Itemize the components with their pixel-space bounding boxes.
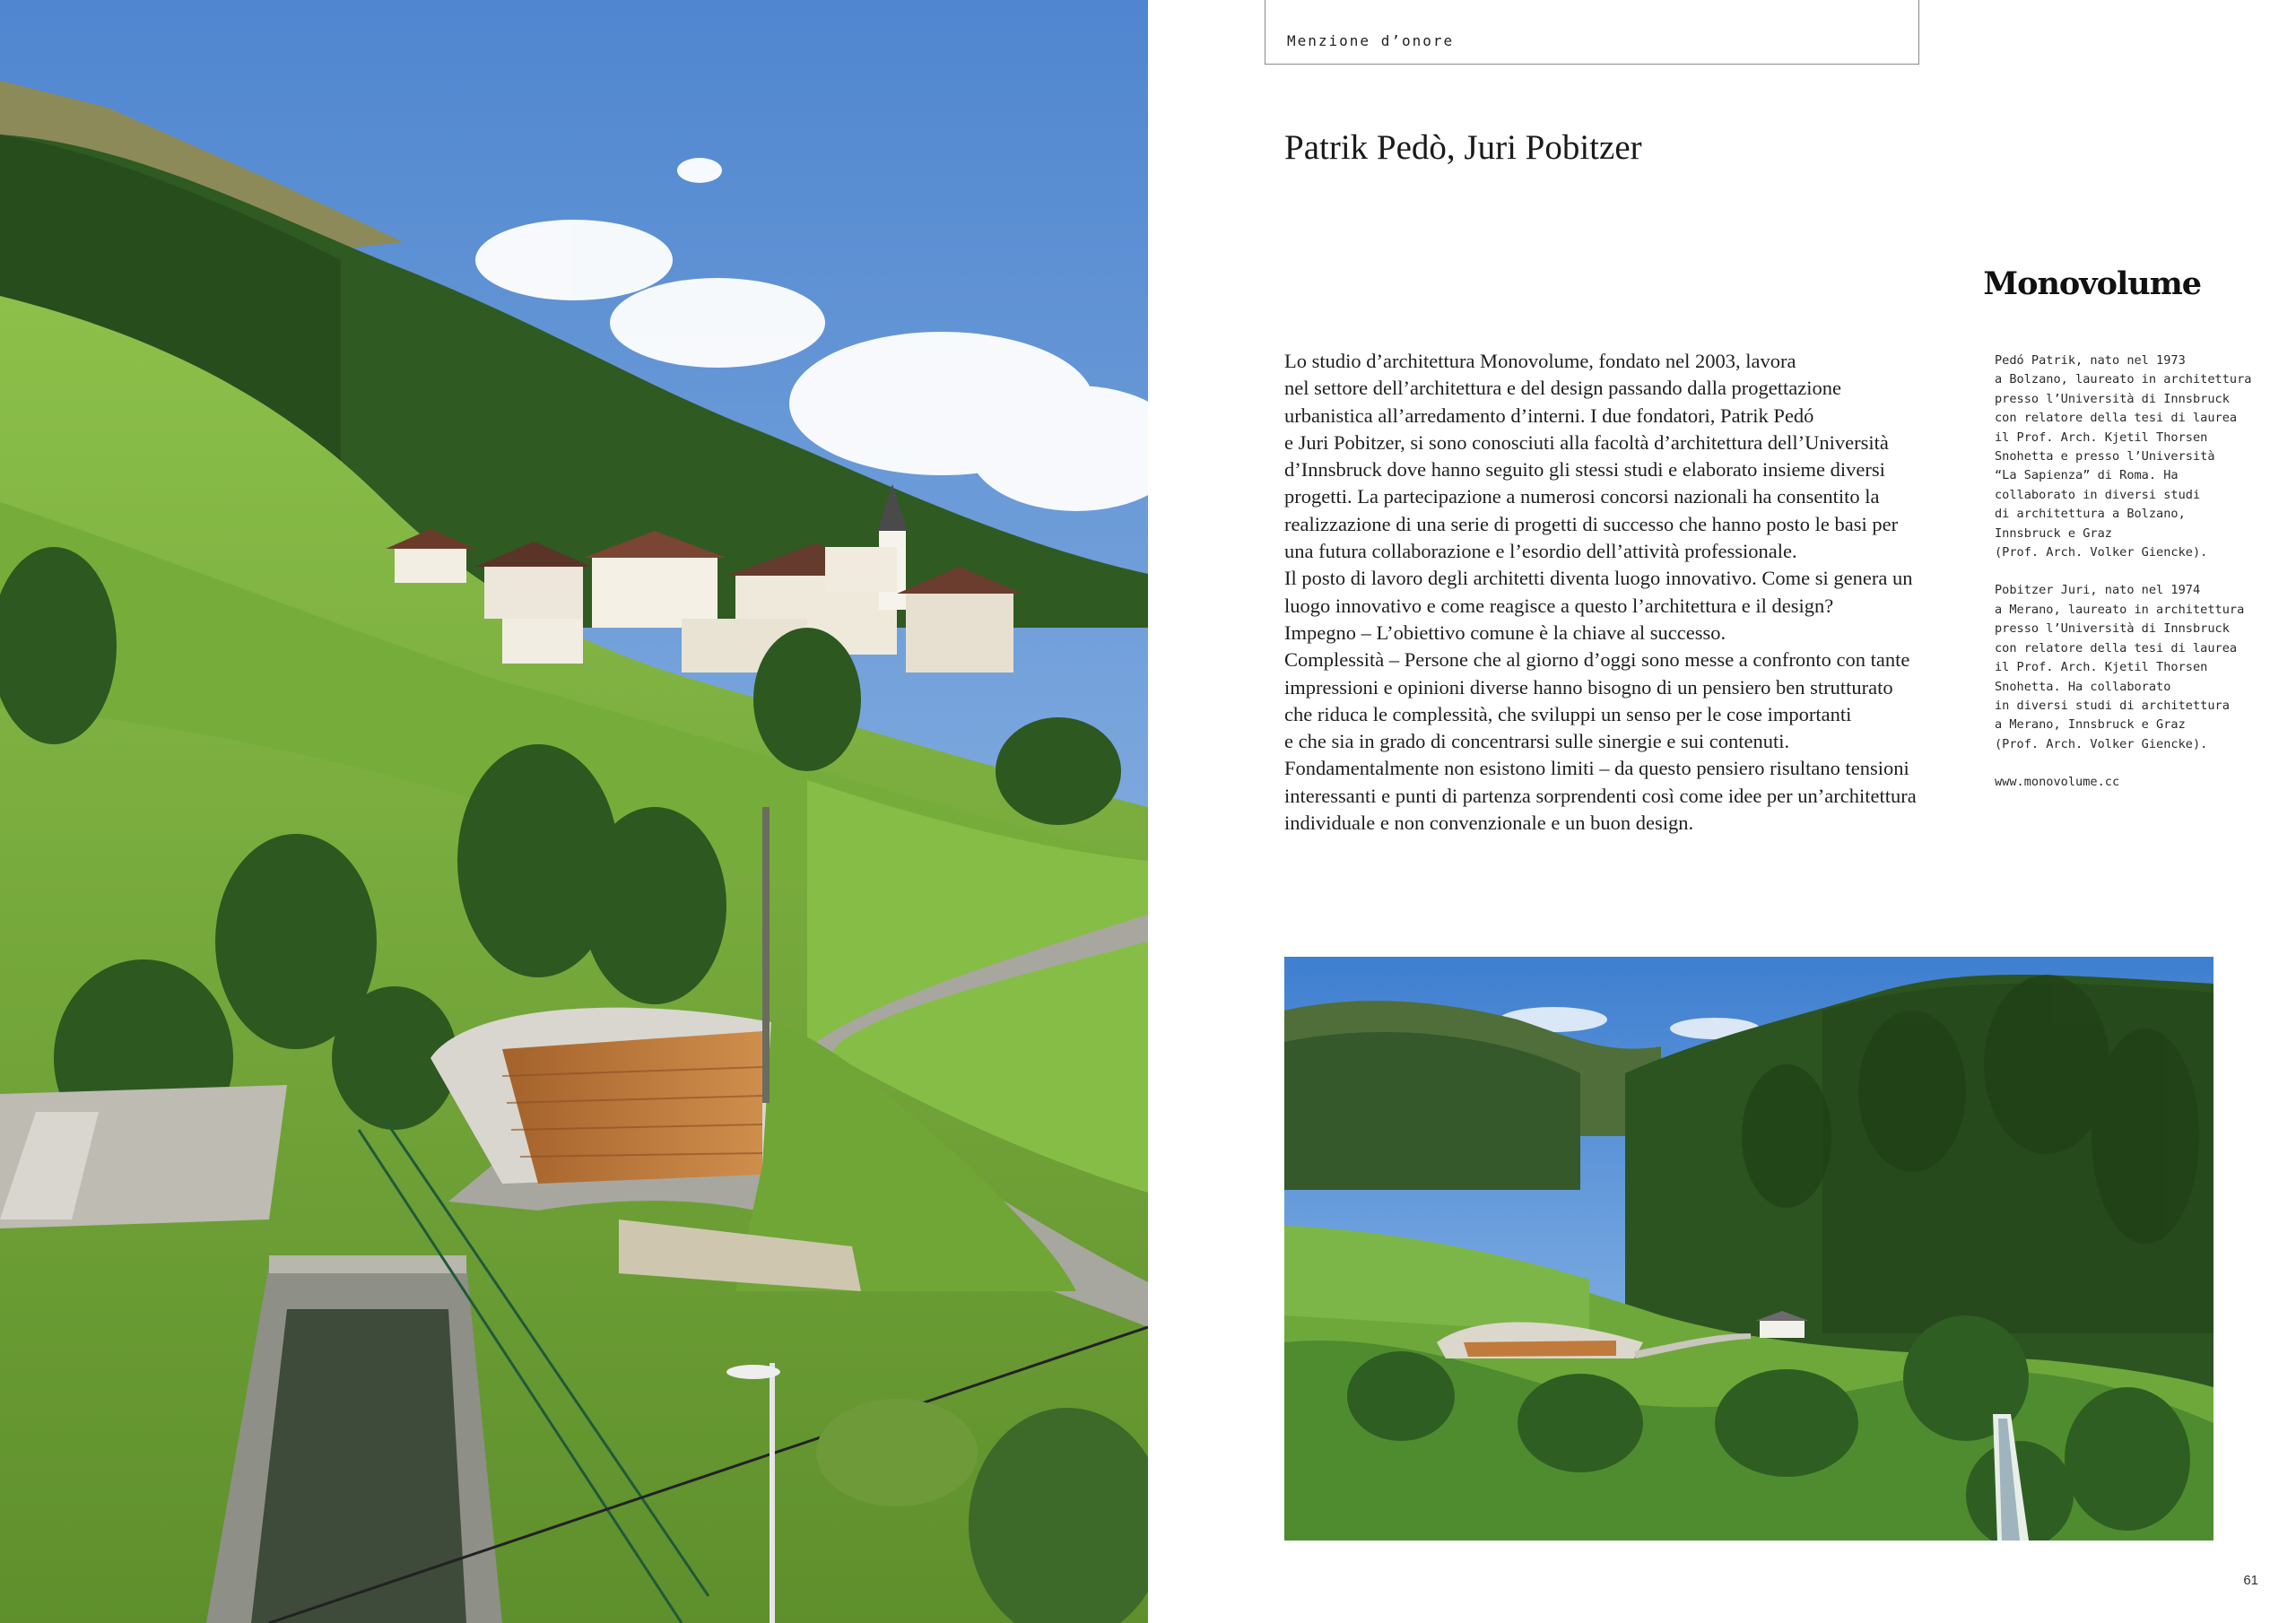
section-label: Menzione d’onore bbox=[1287, 32, 1455, 49]
body-line: Il posto di lavoro degli architetti diventa luogo innovativo. Come si genera un bbox=[1284, 567, 1913, 590]
bio-line: (Prof. Arch. Volker Giencke). bbox=[1995, 545, 2208, 560]
body-line: Fondamentalmente non esistono limiti – da questo pensiero risultano tensioni bbox=[1284, 757, 1909, 780]
bio-line: Pedó Patrik, nato nel 1973 bbox=[1995, 353, 2186, 368]
body-line: realizzazione di una serie di progetti di successo che hanno posto le basi per bbox=[1284, 512, 1899, 535]
bio-line: con relatore della tesi di laurea bbox=[1995, 411, 2238, 426]
bio-line: Innsbruck e Graz bbox=[1995, 525, 2112, 541]
bio-line: il Prof. Arch. Kjetil Thorsen bbox=[1995, 660, 2208, 675]
bio-line: Snohetta. Ha collaborato bbox=[1995, 679, 2171, 694]
architect-bios bbox=[1995, 352, 2252, 793]
body-line: una futura collaborazione e l’esordio dell’attività professionale. bbox=[1284, 540, 1797, 563]
bio-line: Pobitzer Juri, nato nel 1974 bbox=[1995, 583, 2201, 598]
bio-line: il Prof. Arch. Kjetil Thorsen bbox=[1995, 430, 2208, 445]
bio-line: di architettura a Bolzano, bbox=[1995, 507, 2186, 522]
bio-line: in diversi studi di architettura bbox=[1995, 698, 2230, 713]
body-line: d’Innsbruck dove hanno seguito gli stessi studi e elaborato insieme diversi bbox=[1284, 458, 1885, 482]
studio-name: Monovolume bbox=[1983, 265, 2201, 302]
bio-spacer bbox=[1995, 562, 2228, 581]
article-body bbox=[1284, 348, 1952, 837]
body-line: impressioni e opinioni diverse hanno bisogno di un pensiero ben strutturato bbox=[1284, 675, 1893, 699]
bio-line: a Merano, laureato in architettura bbox=[1995, 602, 2245, 617]
bio-line: collaborato in diversi studi bbox=[1995, 487, 2201, 502]
photo-valley-power-station bbox=[1284, 957, 2213, 1541]
bio-line: presso l’Università di Innsbruck bbox=[1995, 621, 2230, 637]
body-line: interessanti e punti di partenza sorprendenti così come idee per un’architettura bbox=[1284, 784, 1917, 807]
body-line: urbanistica all’arredamento d’interni. I due fondatori, Patrik Pedó bbox=[1284, 404, 1814, 427]
bio-line: a Bolzano, laureato in architettura bbox=[1995, 372, 2252, 387]
website-link[interactable]: www.monovolume.cc bbox=[1995, 775, 2120, 790]
body-line: che riduca le complessità, che sviluppi un senso per le cose importanti bbox=[1284, 702, 1852, 725]
body-line: Complessità – Persone che al giorno d’oggi sono messe a confronto con tante bbox=[1284, 648, 1910, 672]
body-line: progetti. La partecipazione a numerosi concorsi nazionali ha consentito la bbox=[1284, 485, 1880, 508]
architect-names: Patrik Pedò, Juri Pobitzer bbox=[1284, 128, 1642, 167]
body-line: individuale e non convenzionale e un buon design. bbox=[1284, 812, 1694, 835]
body-line: nel settore dell’architettura e del design passando dalla progettazione bbox=[1284, 377, 1842, 400]
body-line: e Juri Pobitzer, si sono conosciuti alla facoltà d’architettura dell’Università bbox=[1284, 430, 1889, 454]
bio-line: “La Sapienza” di Roma. Ha bbox=[1995, 468, 2179, 483]
page-number: 61 bbox=[2243, 1573, 2258, 1588]
bio-line: Snohetta e presso l’Università bbox=[1995, 449, 2215, 464]
bio-line: a Merano, Innsbruck e Graz bbox=[1995, 717, 2186, 733]
body-line: e che sia in grado di concentrarsi sulle sinergie e sui contenuti. bbox=[1284, 730, 1790, 753]
body-line: Lo studio d’architettura Monovolume, fondato nel 2003, lavora bbox=[1284, 350, 1796, 372]
bio-line: presso l’Università di Innsbruck bbox=[1995, 391, 2230, 406]
body-line: Impegno – L’obiettivo comune è la chiave al successo. bbox=[1284, 621, 1726, 644]
bio-line: (Prof. Arch. Volker Giencke). bbox=[1995, 736, 2208, 751]
body-line: luogo innovativo e come reagisce a questo l’architettura e il design? bbox=[1284, 594, 1834, 617]
section-tab bbox=[1265, 0, 1919, 65]
bio-spacer bbox=[1995, 754, 2228, 773]
bio-line: con relatore della tesi di laurea bbox=[1995, 640, 2238, 655]
